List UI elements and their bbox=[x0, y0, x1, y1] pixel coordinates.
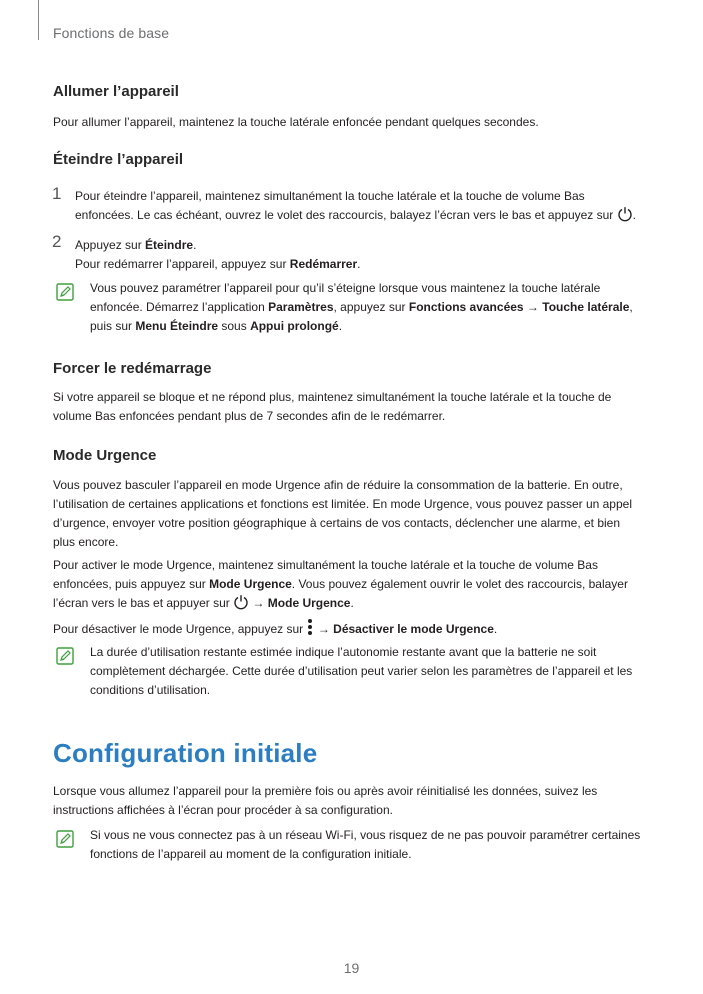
paragraph-line: plus encore. bbox=[53, 535, 119, 549]
power-icon bbox=[233, 594, 249, 616]
header-rule bbox=[38, 0, 39, 40]
paragraph-line bbox=[53, 594, 653, 616]
bold-text: Redémarrer bbox=[289, 257, 358, 271]
text: , appuyez sur bbox=[333, 300, 409, 314]
section-text-urgence-p2 bbox=[53, 556, 653, 616]
bold-text: Paramètres bbox=[268, 300, 334, 314]
header-title: Fonctions de base bbox=[53, 25, 170, 41]
paragraph-line: volume Bas enfoncées pendant plus de 7 secondes afin de le redémarrer. bbox=[53, 409, 446, 423]
note-line: complètement déchargée. Cette durée d’utilisation peut varier selon les paramètres de l’appareil et les bbox=[90, 664, 633, 678]
arrow-text: → bbox=[314, 622, 334, 636]
text: l’écran vers le bas et appuyer sur bbox=[53, 596, 230, 610]
section-text-urgence-p1 bbox=[53, 476, 653, 552]
paragraph-line: instructions affichées à l’écran pour procéder à sa configuration. bbox=[53, 803, 393, 817]
section-text-forcer bbox=[53, 388, 653, 426]
text: sous bbox=[218, 319, 251, 333]
bold-text: Touche latérale bbox=[542, 300, 630, 314]
note-urgence bbox=[90, 643, 653, 700]
bold-text: Mode Urgence bbox=[267, 596, 351, 610]
text: . bbox=[493, 622, 498, 636]
text: . bbox=[338, 319, 343, 333]
power-icon bbox=[617, 206, 633, 228]
note-config bbox=[90, 826, 653, 864]
chapter-title: Configuration initiale bbox=[53, 738, 318, 768]
paragraph-line: d’urgence, envoyer votre position géographique à certains de vos contacts, déclencher une alarme, et bien bbox=[53, 516, 621, 530]
text: . Vous pouvez également ouvrir le volet des raccourcis, balayer bbox=[291, 577, 628, 591]
section-title-forcer: Forcer le redémarrage bbox=[53, 360, 212, 377]
step-1 bbox=[75, 187, 645, 228]
note-line: conditions d’utilisation. bbox=[90, 683, 211, 697]
text: Pour désactiver le mode Urgence, appuyez sur bbox=[53, 622, 304, 636]
note-line: fonctions de l’appareil au moment de la configuration initiale. bbox=[90, 847, 412, 861]
text: puis sur bbox=[90, 319, 136, 333]
text: . bbox=[350, 596, 354, 610]
section-title-urgence: Mode Urgence bbox=[53, 447, 157, 464]
arrow-text: → bbox=[249, 596, 268, 610]
page-number: 19 bbox=[343, 960, 360, 976]
paragraph-line: Pour allumer l’appareil, maintenez la touche latérale enfoncée pendant quelques secondes. bbox=[53, 115, 539, 129]
bold-text: Appui prolongé bbox=[250, 319, 339, 333]
paragraph-line: Lorsque vous allumez l’appareil pour la première fois ou après avoir réinitialisé les données, suivez les bbox=[53, 784, 598, 798]
step-1-line-2-text: enfoncées. Le cas échéant, ouvrez le volet des raccourcis, balayez l’écran vers le bas et appuyez sur bbox=[75, 208, 614, 222]
step-2-line-1 bbox=[75, 236, 645, 255]
paragraph-line: Si votre appareil se bloque et ne répond plus, maintenez simultanément la touche latérale et la touche de bbox=[53, 390, 612, 404]
note-pencil-icon bbox=[56, 830, 74, 848]
text: Pour redémarrer l’appareil, appuyez sur bbox=[75, 257, 290, 271]
text: . bbox=[193, 238, 197, 252]
paragraph-line: Vous pouvez basculer l’appareil en mode Urgence afin de réduire la consommation de la batterie. En outre, bbox=[53, 478, 623, 492]
text: . bbox=[357, 257, 361, 271]
step-number: 2 bbox=[52, 232, 62, 251]
step-1-line-2 bbox=[75, 206, 645, 228]
section-text-urgence-p3 bbox=[53, 618, 653, 642]
bold-text: Menu Éteindre bbox=[135, 319, 219, 333]
text: , bbox=[629, 300, 633, 314]
note-line bbox=[90, 317, 653, 336]
paragraph-line: l’utilisation de certaines applications et fonctions est limitée. En mode Urgence, vous pouvez passer un appel bbox=[53, 497, 632, 511]
note-line: La durée d’utilisation restante estimée indique l’autonomie restante avant que la batterie ne soit bbox=[90, 645, 597, 659]
section-title-allumer: Allumer l’appareil bbox=[53, 83, 179, 100]
section-text-config bbox=[53, 782, 653, 820]
step-2 bbox=[75, 236, 645, 274]
note-line: Si vous ne vous connectez pas à un réseau Wi-Fi, vous risquez de ne pas pouvoir paramétrer certaines bbox=[90, 828, 641, 842]
paragraph-line: Pour activer le mode Urgence, maintenez simultanément la touche latérale et la touche de volume Bas bbox=[53, 558, 598, 572]
paragraph-line bbox=[53, 618, 653, 642]
step-1-line-1: Pour éteindre l’appareil, maintenez simultanément la touche latérale et la touche de volume Bas bbox=[75, 189, 585, 203]
text: Appuyez sur bbox=[75, 238, 146, 252]
text: enfoncées, puis appuyez sur bbox=[53, 577, 210, 591]
section-text-allumer bbox=[53, 113, 653, 132]
bold-text: Désactiver le mode Urgence bbox=[333, 622, 494, 636]
bold-text: Fonctions avancées bbox=[408, 300, 524, 314]
bold-text: Mode Urgence bbox=[209, 577, 292, 591]
arrow-text: → bbox=[523, 300, 543, 314]
paragraph-line bbox=[53, 575, 653, 594]
note-line: Vous pouvez paramétrer l’appareil pour qu’il s’éteigne lorsque vous maintenez la touche latérale bbox=[90, 281, 601, 295]
note-pencil-icon bbox=[56, 283, 74, 301]
step-2-line-2 bbox=[75, 255, 645, 274]
note-pencil-icon bbox=[56, 647, 74, 665]
text: enfoncée. Démarrez l’application bbox=[90, 300, 269, 314]
step-number: 1 bbox=[52, 184, 62, 203]
note-line bbox=[90, 298, 653, 317]
step-1-end: . bbox=[632, 208, 636, 222]
note-eteindre bbox=[90, 279, 653, 336]
bold-text: Éteindre bbox=[145, 238, 194, 252]
section-title-eteindre: Éteindre l’appareil bbox=[53, 151, 184, 168]
